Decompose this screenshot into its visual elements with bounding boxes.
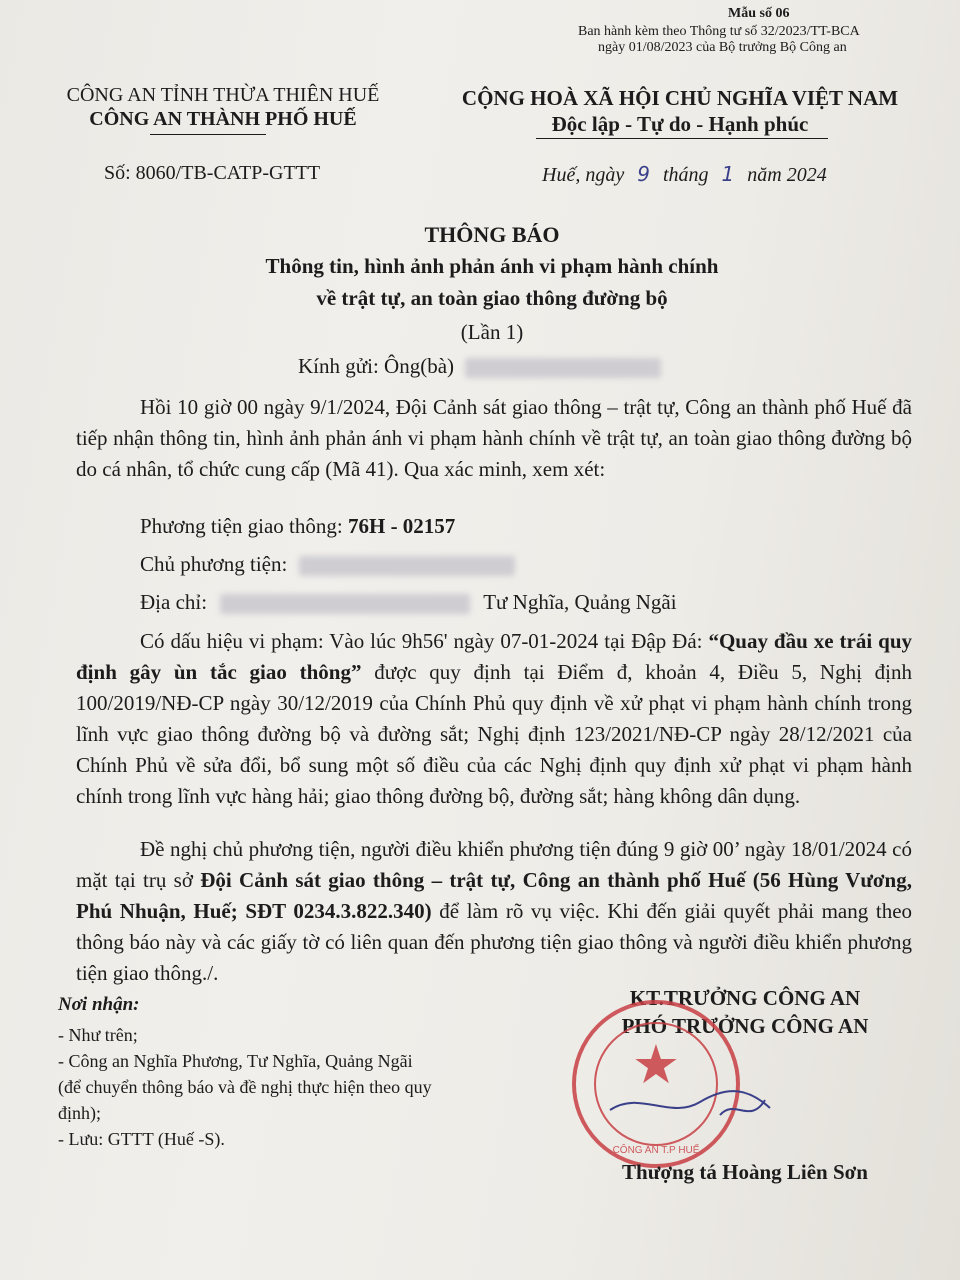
nation-name: CỘNG HOÀ XÃ HỘI CHỦ NGHĨA VIỆT NAM bbox=[461, 86, 899, 110]
address-visible: Tư Nghĩa, Quảng Ngãi bbox=[483, 590, 677, 614]
recipients-item: - Lưu: GTTT (Huế -S). bbox=[58, 1129, 225, 1149]
doc-number: Số: 8060/TB-CATP-GTTT bbox=[104, 162, 321, 184]
recipients-title: Nơi nhận: bbox=[58, 994, 140, 1015]
signature-icon bbox=[600, 1080, 800, 1130]
vehicle-plate: 76H - 02157 bbox=[347, 514, 456, 538]
issuer-parent: CÔNG AN TỈNH THỪA THIÊN HUẾ bbox=[66, 84, 380, 106]
redacted-address bbox=[220, 594, 470, 614]
owner-label: Chủ phương tiện: bbox=[140, 552, 288, 576]
violation-rest: được quy định tại Điểm đ, khoản 4, Điều 5, Nghị định 100/2019/NĐ-CP ngày 30/12/2019 của Chính Phủ quy định về xử phạt vi phạm hành chính trong lĩnh vực giao thông đường bộ và đường sắt; Nghị định 123/2021/NĐ-CP ngày 28/12/2021 của Chính Phủ về sửa đổi, bổ sung một số điều của các Nghị định quy định xử phạt vi phạm hành chính trong lĩnh vực hàng hải; giao thông đường bộ, đường sắt; hàng không dân dụng. bbox=[76, 660, 912, 808]
notice-subtitle-1: Thông tin, hình ảnh phản ánh vi phạm hành chính bbox=[265, 254, 719, 278]
request-place: Đội Cảnh sát giao thông – trật tự, Công an thành phố Huế (56 Hùng Vương, Phú Nhuận, Huế; SĐT 0234.3.822.340) bbox=[76, 868, 912, 923]
issuer-unit: CÔNG AN THÀNH PHỐ HUẾ bbox=[89, 108, 357, 130]
date-month: 1 bbox=[721, 162, 735, 186]
form-issued-with: Ban hành kèm theo Thông tư số 32/2023/TT-BCA bbox=[578, 24, 860, 39]
vehicle-label: Phương tiện giao thông: bbox=[140, 514, 343, 538]
recipients-item: - Công an Nghĩa Phương, Tư Nghĩa, Quảng Ngãi bbox=[58, 1051, 413, 1071]
intro-text: Hồi 10 giờ 00 ngày 9/1/2024, Đội Cảnh sát giao thông – trật tự, Công an thành phố Huế đã tiếp nhận thông tin, hình ảnh phản ánh vi phạm hành chính về trật tự, an toàn giao thông đường bộ do cá nhân, tổ chức cung cấp (Mã 41). Qua xác minh, xem xét: bbox=[76, 395, 912, 481]
seal-text: CÔNG AN T.P HUẾ bbox=[612, 1145, 700, 1156]
recipients-item: định); bbox=[58, 1103, 101, 1123]
recipient-line bbox=[298, 354, 661, 379]
request-lead: Đề nghị chủ phương tiện, người điều khiển phương tiện đúng 9 giờ 00’ ngày 18/01/2024 có mặt tại trụ sở bbox=[76, 837, 912, 892]
recipients-list bbox=[58, 1022, 432, 1152]
form-number: Mẫu số 06 bbox=[728, 6, 790, 21]
date-year: 2024 bbox=[786, 164, 827, 186]
date-day: 9 bbox=[637, 162, 650, 186]
issuer-underline bbox=[150, 134, 266, 135]
intro-paragraph bbox=[76, 392, 912, 485]
vehicle-line bbox=[140, 514, 455, 539]
redacted-recipient-name bbox=[465, 358, 661, 378]
motto-underline bbox=[536, 138, 828, 139]
request-rest: để làm rõ vụ việc. Khi đến giải quyết phải mang theo thông báo này và các giấy tờ có liên quan đến phương tiện giao thông và người điều khiển phương tiện giao thông./. bbox=[76, 899, 913, 985]
date-line bbox=[542, 162, 827, 187]
date-month-label: tháng bbox=[662, 164, 709, 186]
recipient-label: Kính gửi: Ông(bà) bbox=[298, 354, 455, 378]
star-icon: ★ bbox=[631, 1035, 681, 1095]
date-place: Huế, ngày bbox=[542, 164, 625, 186]
form-issued-date: ngày 01/08/2023 của Bộ trưởng Bộ Công an bbox=[598, 40, 847, 55]
signature-title-2: PHÓ TRƯỞNG CÔNG AN bbox=[621, 1014, 869, 1038]
notice-attempt: (Lần 1) bbox=[460, 320, 524, 344]
notice-subtitle-2: về trật tự, an toàn giao thông đường bộ bbox=[316, 286, 668, 310]
signature-title-1: KT.TRƯỞNG CÔNG AN bbox=[629, 986, 861, 1010]
nation-motto: Độc lập - Tự do - Hạnh phúc bbox=[551, 112, 809, 136]
redacted-owner-name bbox=[299, 556, 515, 576]
date-year-label: năm bbox=[747, 164, 782, 186]
violation-act: “Quay đầu xe trái quy định gây ùn tắc giao thông” bbox=[76, 629, 912, 684]
signer-name: Thượng tá Hoàng Liên Sơn bbox=[622, 1160, 868, 1184]
request-paragraph bbox=[76, 834, 912, 989]
violation-lead: Có dấu hiệu vi phạm: Vào lúc 9h56' ngày 07-01-2024 tại Đập Đá: bbox=[140, 629, 703, 653]
recipients-item: (để chuyển thông báo và đề nghị thực hiện theo quy bbox=[58, 1077, 432, 1097]
address-line bbox=[140, 590, 677, 615]
violation-paragraph bbox=[76, 626, 912, 812]
address-label: Địa chỉ: bbox=[140, 590, 208, 614]
recipients-item: - Như trên; bbox=[58, 1025, 138, 1045]
notice-title: THÔNG BÁO bbox=[424, 222, 560, 247]
owner-line bbox=[140, 552, 515, 577]
